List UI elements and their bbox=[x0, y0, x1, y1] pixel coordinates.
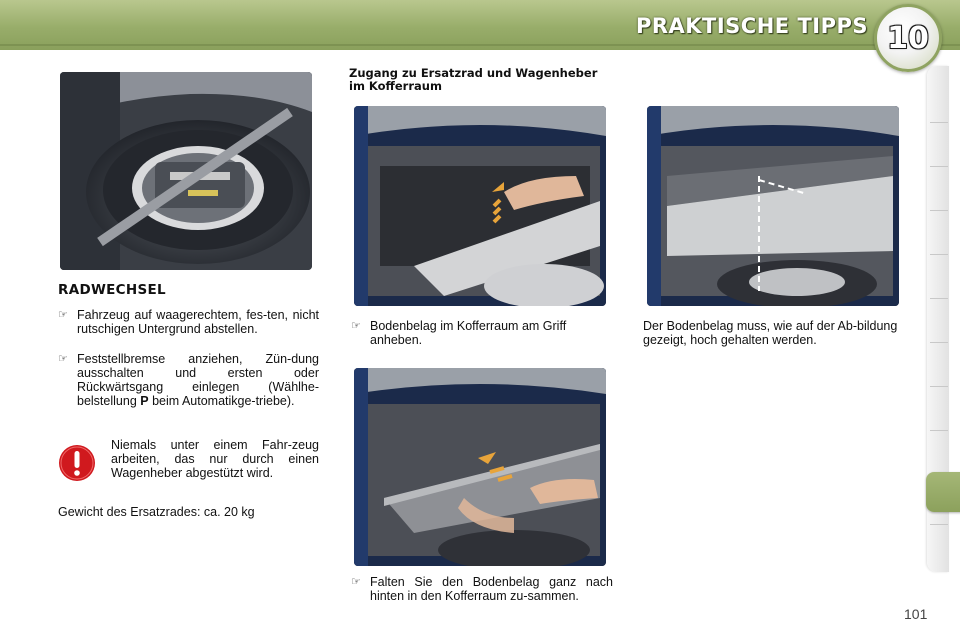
tab-separator bbox=[930, 122, 948, 123]
caption-text: Bodenbelag im Kofferraum am Griff anheben. bbox=[370, 319, 567, 347]
boot-floor-fold-photo bbox=[354, 368, 606, 566]
page-number: 101 bbox=[904, 606, 928, 622]
chapter-badge bbox=[874, 4, 942, 72]
chapter-tab-active[interactable] bbox=[926, 472, 960, 512]
photo-caption bbox=[351, 319, 613, 347]
caption-text: Falten Sie den Bodenbelag ganz nach hinten in den Kofferraum zu-sammen. bbox=[370, 575, 613, 603]
exclamation-circle-icon bbox=[58, 444, 96, 482]
tab-separator bbox=[930, 430, 948, 431]
subsection-title: Zugang zu Ersatzrad und Wagenheber im Kofferraum bbox=[349, 66, 598, 93]
tab-separator bbox=[930, 166, 948, 167]
gear-position-p: P bbox=[140, 394, 149, 408]
page-title: PRAKTISCHE TIPPS bbox=[635, 14, 868, 38]
chapter-number: 10 bbox=[887, 20, 929, 56]
header-divider bbox=[0, 44, 960, 46]
pointing-hand-icon: ☞ bbox=[58, 353, 68, 365]
tab-separator bbox=[930, 254, 948, 255]
pointing-hand-icon: ☞ bbox=[351, 576, 361, 588]
boot-floor-lift-photo bbox=[354, 106, 606, 306]
boot-floor-held-photo bbox=[647, 106, 899, 306]
photo-caption bbox=[351, 575, 613, 603]
tab-separator bbox=[930, 298, 948, 299]
warning-text: Niemals unter einem Fahr-zeug arbeiten, das nur durch einen Wagenheber abgestützt wird. bbox=[111, 438, 319, 480]
pointing-hand-icon: ☞ bbox=[351, 320, 361, 332]
spare-wheel-photo bbox=[60, 72, 312, 270]
instruction-text: Feststellbremse anziehen, Zün-dung ausschalten und ersten oder Rückwärtsgang einlegen (Wählhe-belstellung P beim Automatikge-triebe). bbox=[77, 352, 319, 408]
instruction-text: Fahrzeug auf waagerechtem, fes-ten, nicht rutschigen Untergrund abstellen. bbox=[77, 308, 319, 336]
weight-note: Gewicht des Ersatzrades: ca. 20 kg bbox=[58, 505, 255, 519]
pointing-hand-icon: ☞ bbox=[58, 309, 68, 321]
tab-separator bbox=[930, 524, 948, 525]
photo-caption: Der Bodenbelag muss, wie auf der Ab-bildung gezeigt, hoch gehalten werden. bbox=[643, 319, 898, 347]
instruction-bullet bbox=[58, 352, 319, 408]
tab-separator bbox=[930, 342, 948, 343]
instruction-bullet bbox=[58, 308, 319, 336]
tab-separator bbox=[930, 386, 948, 387]
tab-separator bbox=[930, 210, 948, 211]
section-title: RADWECHSEL bbox=[58, 282, 166, 298]
